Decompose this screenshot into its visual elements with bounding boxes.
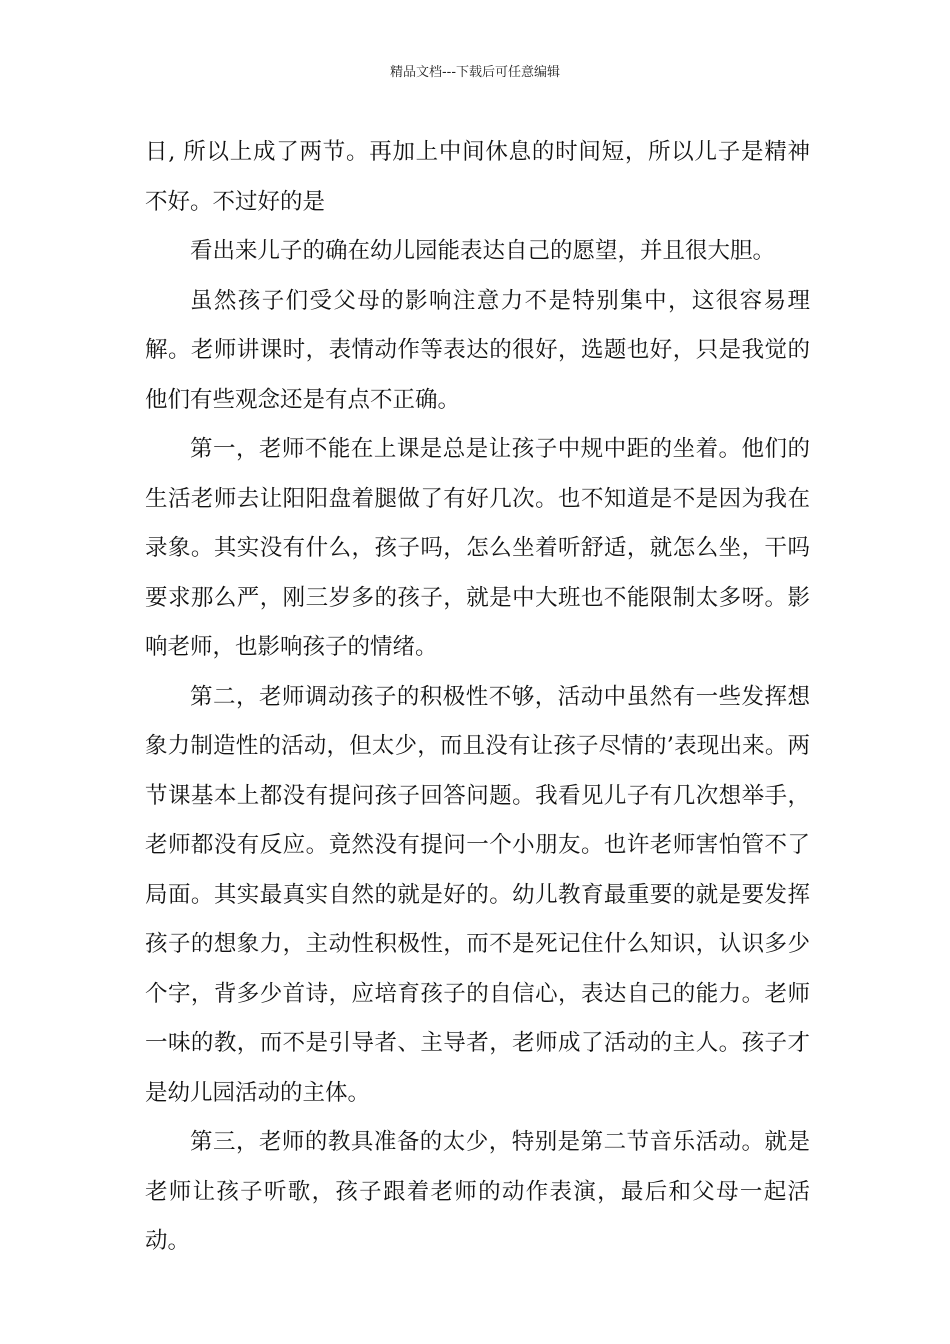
document-body bbox=[145, 128, 810, 1267]
page-header: 精品文档---下载后可任意编辑 bbox=[389, 65, 561, 80]
paragraph-6: 第三，老师的教具准备的太少，特别是第二节音乐活动。就是老师让孩子听歌，孩子跟着老师的动作表演，最后和父母一起活动。 bbox=[145, 1129, 810, 1254]
paragraph-4: 第一，老师不能在上课是总是让孩子中规中距的坐着。他们的生活老师去让阳阳盘着腿做了有好几次。也不知道是不是因为我在录象。其实没有什么，孩子吗，怎么坐着听舒适，就怎么坐，干吗要求那么严，刚三岁多的孩子，就是中大班也不能限制太多呀。影响老师，也影响孩子的情绪。 bbox=[145, 436, 810, 660]
paragraph-2: 看出来儿子的确在幼儿园能表达自己的愿望，并且很大胆。 bbox=[190, 238, 776, 264]
paragraph-3: 虽然孩子们受父母的影响注意力不是特别集中，这很容易理解。老师讲课时，表情动作等表达的很好，选题也好，只是我觉的他们有些观念还是有点不正确。 bbox=[145, 287, 810, 413]
paragraph-5: 第二，老师调动孩子的积极性不够，活动中虽然有一些发挥想象力制造性的活动，但太少，而且没有让孩子尽情的’表现出来。两节课基本上都没有提问孩子回答问题。我看见儿子有几次想举手，老师都没有反应。竟然没有提问一个小朋友。也许老师害怕管不了局面。其实最真实自然的就是好的。幼儿教育最重要的就是要发挥孩子的想象力，主动性积极性，而不是死记住什么知识，认识多少个字，背多少首诗，应培育孩子的自信心，表达自己的能力。老师一味的教，而不是引导者、主导者，老师成了活动的主人。孩子才是幼儿园活动的主体。 bbox=[145, 683, 810, 1106]
paragraph-1: 日, 所以上成了两节。再加上中间休息的时间短，所以儿子是精神不好。不过好的是 bbox=[145, 139, 810, 215]
